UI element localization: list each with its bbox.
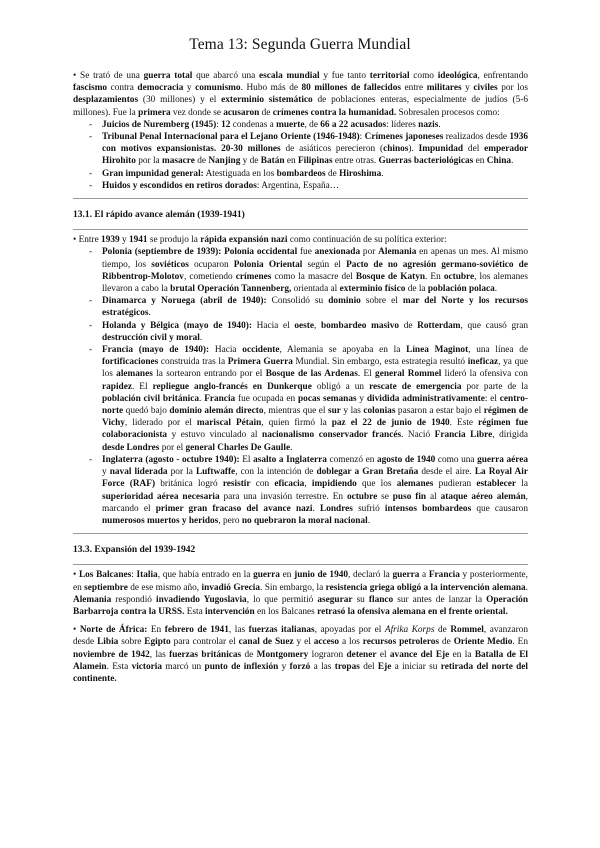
bold-text: 1936 con motivos expansionistas. 20-30 millones (102, 132, 528, 155)
list-item: - Polonia (septiembre de 1939): Polonia occidental fue anexionada por Alemania en apenas un mes. Al mismo tiempo, los soviéticos ocuparon Polonia Oriental según el Pacto de no agresión germano-soviético de Ribbentrop-Molotov, cometiendo crímenes como la masacre del Bosque de Katyn. En octubre, los alemanes llevaron a cabo la brutal Operación Tannenberg, orientada al exterminio físico de la población polaca. (91, 246, 528, 295)
bold-text: alemanes (396, 479, 434, 490)
bold-text: Juicios de Nuremberg (1945) (102, 119, 217, 130)
bold-text: Hiroshima (339, 168, 382, 179)
bold-text: Rommel (450, 625, 484, 636)
bold-text: comunismo (195, 83, 241, 94)
bold-text: doblegar a Gran Bretaña (316, 467, 419, 478)
bold-text: junio de 1940 (294, 570, 349, 581)
divider (73, 564, 528, 565)
list-item: - Huidos y escondidos en retiros dorados: Argentina, España… (91, 180, 528, 192)
bold-text: Filipinas (297, 156, 333, 167)
bold-text: crímenes contra la humanidad. (272, 107, 397, 118)
bold-text: oeste (294, 320, 314, 331)
bold-text: flanco (368, 594, 394, 605)
bold-text: Oriente Medio (453, 637, 513, 648)
bold-text: población polaca (427, 284, 495, 295)
bold-text: fuerzas británicas (169, 649, 242, 660)
list-item: - Juicios de Nuremberg (1945): 12 condenas a muerte, de 66 a 22 acusados: líderes nazis. (91, 119, 528, 131)
bold-text: emperador Hirohito (102, 144, 528, 167)
bold-text: primera (138, 107, 171, 118)
bold-text: anexionada (314, 247, 361, 258)
bold-text: Guerras bacteriológicas (378, 156, 474, 167)
section2-paragraph-balkans: • Los Balcanes: Italia, que había entrado en la guerra en junio de 1940, declaró la guerra a Francia y posteriormente, en septiembre de ese mismo año, invadió Grecia. Sin embargo, la resistencia griega obligó a la intervención alemana. Alemania respondió invadiendo Yugoslavia, lo que permitió asegurar su flanco sur antes de lanzar la Operación Barbarroja contra la URSS. Esta intervención en los Balcanes retrasó la ofensiva alemana en el frente oriental. (73, 570, 528, 617)
bold-text: destrucción civil y moral (102, 332, 200, 343)
bold-text: régimen de Vichy (102, 406, 529, 429)
bold-text: tropas (334, 661, 360, 672)
bold-text: nacionalismo conservador francés (262, 430, 402, 441)
bold-text: punto de inflexión (204, 661, 279, 672)
bold-text: primer gran fracaso del avance nazi (155, 503, 313, 514)
bold-text: Tribunal Penal Internacional para el Lejano Oriente (1946-1948) (102, 132, 360, 143)
bold-text: superioridad aérea necesaria (102, 491, 220, 502)
bold-text: Norte de África: (79, 625, 148, 636)
bold-text: Operación Barbarroja contra la URSS. (73, 594, 528, 617)
bold-text: soviéticos (151, 259, 189, 270)
bold-text: 80 millones de fallecidos (301, 83, 401, 94)
list-item: - Tribunal Penal Internacional para el Lejano Oriente (1946-1948): Crímenes japoneses realizados desde 1936 con motivos expansionistas. 20-30 millones de asiáticos perecieron (chinos). Impunidad del emperador Hirohito por la masacre de Nanjing y de Batán en Filipinas entre otras. Guerras bacteriológicas en China. (91, 131, 528, 168)
bold-text: rápida expansión nazi (200, 235, 288, 246)
bold-text: centro-norte (102, 393, 529, 417)
bold-text: intervención (205, 606, 255, 617)
bold-text: guerra (392, 570, 420, 581)
bold-text: general Charles De Gaulle (185, 442, 291, 453)
bold-text: guerra total (143, 71, 193, 81)
section-heading: 13.3. Expansión del 1939-1942 (73, 545, 196, 556)
bold-text: impidiendo (311, 479, 357, 490)
bold-text: desde Londres (102, 442, 160, 453)
bold-text: militares (426, 83, 462, 94)
bold-text: pocas semanas (298, 393, 357, 404)
bold-text: octubre (443, 271, 475, 282)
bold-text: dominio (328, 296, 361, 307)
bold-text: fascismo (73, 83, 108, 94)
bold-text: 1941 (128, 235, 148, 246)
bold-text: 66 a 22 acusados (320, 119, 387, 130)
bold-text: Bosque de las Ardenas (265, 369, 358, 380)
divider (73, 198, 528, 199)
bold-text: crímenes (235, 271, 272, 282)
bold-text: Batalla de El Alamein (73, 649, 529, 672)
bold-text: democracia (137, 83, 184, 94)
section-heading: 13.1. El rápido avance alemán (1939-1941) (73, 210, 245, 221)
bold-text: repliegue anglo-francés en Dunkerque (152, 381, 312, 392)
bold-text: Francia (mayo de 1940): (102, 345, 210, 356)
bold-text: Gran impunidad general: (102, 168, 204, 179)
bold-text: Rotterdam (417, 320, 461, 331)
bold-text: general Rommel (375, 369, 442, 380)
bold-text: nazis (418, 119, 439, 130)
bold-text: ineficaz (467, 357, 499, 368)
bold-text: Inglaterra (agosto - octubre 1940): (102, 454, 240, 465)
bold-text: mar del Norte y los recursos estratégicos (102, 296, 528, 319)
page-title: Tema 13: Segunda Guerra Mundial (189, 36, 411, 53)
bold-text: chinos (383, 144, 409, 155)
bold-text: acceso (313, 637, 340, 648)
bold-text: fuerzas italianas (248, 625, 315, 636)
list-item: - Francia (mayo de 1940): Hacia occidente, Alemania se apoyaba en la Línea Maginot, una línea de fortificaciones construida tras la Primera Guerra Mundial. Sin embargo, esta estrategia resultó ineficaz, ya que los alemanes la sortearon entrando por el Bosque de las Ardenas. El general Rommel lideró la ofensiva con rapidez. El repliegue anglo-francés en Dunkerque obligó a un rescate de emergencia por parte de la población civil británica. Francia fue ocupada en pocas semanas y dividida administrativamente: el centro-norte quedó bajo dominio alemán directo, mientras que el sur y las colonias pasaron a estar bajo el régimen de Vichy, liderado por el mariscal Pétain, quien firmó la paz el 22 de junio de 1940. Este régimen fue colaboracionista y estuvo vinculado al nacionalismo conservador francés. Nació Francia Libre, dirigida desde Londres por el general Charles De Gaulle. (91, 344, 528, 454)
divider (73, 533, 528, 534)
bold-text: Alemania (378, 247, 417, 258)
bold-text: masacre (162, 156, 195, 167)
bold-text: retirada del norte del continente. (73, 661, 529, 684)
bold-text: Huidos y escondidos en retiros dorados (102, 180, 257, 191)
bold-text: resistir (222, 479, 251, 490)
document-body (73, 70, 528, 685)
bold-text: eficacia (274, 479, 305, 490)
bold-text: Francia (428, 570, 460, 581)
bold-text: forzó (289, 661, 311, 672)
bold-text: alemanes (116, 369, 153, 380)
bold-text: Italia (136, 570, 158, 581)
bold-text: 12 (221, 119, 231, 130)
bold-text: dividida administrativamente (366, 393, 485, 404)
bold-text: La Royal Air Force (RAF) (102, 467, 528, 490)
bold-text: dominio alemán directo (169, 406, 264, 417)
bold-text: mariscal Pétain (196, 418, 262, 429)
list-item: - Holanda y Bélgica (mayo de 1940): Hacia el oeste, bombardeo masivo de Rotterdam, que causó gran destrucción civil y moral. (91, 320, 528, 344)
list-item: - Dinamarca y Noruega (abril de 1940): Consolidó su dominio sobre el mar del Norte y los recursos estratégicos. (91, 295, 528, 319)
bold-text: desplazamientos (73, 95, 139, 106)
bold-text: Batán (260, 156, 285, 167)
section1-list (73, 246, 528, 527)
bold-text: guerra aérea (477, 454, 529, 465)
bold-text: victoria (131, 661, 163, 672)
bold-text: noviembre de 1942 (73, 649, 150, 660)
bold-text: Crímenes japoneses (364, 132, 444, 143)
bold-text: China (486, 156, 512, 167)
bold-text: Bosque de Katyn (355, 271, 426, 282)
bold-text: rapidez (102, 381, 132, 392)
divider (73, 229, 528, 230)
bold-text: septiembre (84, 582, 128, 593)
bold-text: Primera Guerra (227, 357, 293, 368)
bold-text: Luftwaffe (195, 467, 236, 478)
bold-text: población civil británica (102, 393, 200, 404)
bold-text: retrasó la ofensiva alemana en el frente oriental. (317, 606, 508, 617)
bold-text: Pacto de no agresión germano-soviético de Ribbentrop-Molotov (102, 259, 528, 282)
bold-text: recursos petroleros (362, 637, 440, 648)
bold-text: Libia (97, 637, 119, 648)
bold-text: exterminio sistemático (221, 95, 313, 106)
bold-text: avance del Eje (389, 649, 450, 660)
bold-text: resistencia griega obligó a la intervención alemana (325, 582, 526, 593)
bold-text: numerosos muertos y heridos (102, 515, 219, 526)
list-item: - Gran impunidad general: Atestiguada en los bombardeos de Hiroshima. (91, 168, 528, 180)
bold-text: régimen fue colaboracionista (102, 418, 528, 441)
bold-text: ataque aéreo alemán (440, 491, 526, 502)
bold-text: ideológica (437, 71, 478, 81)
bold-text: Montgomery (256, 649, 309, 660)
bold-text: Francia (204, 393, 236, 404)
bold-text: acusaron (223, 107, 260, 118)
bold-text: Egipto (144, 637, 171, 648)
bold-text: muerte (276, 119, 305, 130)
bold-text: Dinamarca y Noruega (abril de 1940): (102, 296, 267, 307)
bold-text: territorial (369, 71, 410, 81)
intro-list (73, 119, 528, 192)
bold-text: detener (346, 649, 377, 660)
bold-text: intensos bombardeos (384, 503, 472, 514)
bold-text: escala mundial (259, 71, 320, 81)
bold-text: bombardeo masivo (320, 320, 400, 331)
bold-text: canal de Suez (238, 637, 294, 648)
bold-text: Los Balcanes (78, 570, 132, 581)
bold-text: guerra (253, 570, 280, 581)
bold-text: Nanjing (208, 156, 241, 167)
bold-text: colonias (363, 406, 396, 417)
list-item: - Inglaterra (agosto - octubre 1940): El asalto a Inglaterra comenzó en agosto de 1940 como una guerra aérea y naval liderada por la Luftwaffe, con la intención de doblegar a Gran Bretaña desde el aire. La Royal Air Force (RAF) británica logró resistir con eficacia, impidiendo que los alemanes pudieran establecer la superioridad aérea necesaria para una invasión terrestre. En octubre se puso fin al ataque aéreo alemán, marcando el primer gran fracaso del avance nazi. Londres sufrió intensos bombardeos que causaron numerosos muertos y heridos, pero no quebraron la moral nacional. (91, 454, 528, 527)
bold-text: fortificaciones (102, 357, 159, 368)
bold-text: brutal Operación Tannenberg, (170, 284, 292, 295)
bold-text: Londres (320, 503, 353, 514)
bold-text: Polonia Oriental (233, 259, 303, 270)
bold-text: Línea Maginot (406, 345, 469, 356)
italic-text: Afrika Korps (384, 625, 435, 636)
intro-paragraph: • Se trató de una guerra total que abarcó una escala mundial y fue tanto territorial como ideológica, enfrentando fascismo contra democracia y comunismo. Hubo más de 80 millones de fallecidos entre militares y civiles por los desplazamientos (30 millones) y el exterminio sistemático de poblaciones enteras, especialmente de judíos (5-6 millones). Fue la primera vez donde se acusaron de crímenes contra la humanidad. Sobresalen procesos como: (73, 71, 529, 118)
bold-text: occidente (242, 345, 280, 356)
bold-text: Alemania (73, 594, 112, 605)
bold-text: Eje (377, 661, 392, 672)
bold-text: Impunidad (418, 144, 464, 155)
bold-text: sur (328, 406, 341, 417)
section1-paragraph: • Entre 1939 y 1941 se produjo la rápida expansión nazi como continuación de su política exterior: (73, 235, 447, 246)
bold-text: naval liderada (109, 467, 168, 478)
bold-text: invadió Grecia (201, 582, 261, 593)
bold-text: exterminio físico (339, 284, 406, 295)
bold-text: Polonia (septiembre de 1939): Polonia occidental (102, 247, 298, 258)
bold-text: febrero de 1941 (164, 625, 229, 636)
bold-text: asalto a Inglaterra (253, 454, 327, 465)
bold-text: octubre (346, 491, 378, 502)
bold-text: no quebraron la moral nacional (241, 515, 368, 526)
bold-text: asegurar (317, 594, 353, 605)
section2-paragraph-north-africa: • Norte de África: En febrero de 1941, las fuerzas italianas, apoyadas por el Afrika Korps de Rommel, avanzaron desde Libia sobre Egipto para controlar el canal de Suez y el acceso a los recursos petroleros de Oriente Medio. En noviembre de 1942, las fuerzas británicas de Montgomery lograron detener el avance del Eje en la Batalla de El Alamein. Esta victoria marcó un punto de inflexión y forzó a las tropas del Eje a iniciar su retirada del norte del continente. (73, 625, 529, 684)
bold-text: Holanda y Bélgica (mayo de 1940): (102, 320, 252, 331)
bold-text: paz el 22 de junio de 1940 (331, 418, 450, 429)
bold-text: civiles (473, 83, 498, 94)
bold-text: 1939 (101, 235, 120, 246)
bold-text: establecer (476, 479, 517, 490)
bold-text: rescate de emergencia (369, 381, 462, 392)
bold-text: invadiendo Yugoslavia (156, 594, 247, 605)
bold-text: bombardeos (276, 168, 326, 179)
bold-text: agosto de 1940 (376, 454, 436, 465)
bold-text: Francia Libre (434, 430, 493, 441)
bold-text: puso fin (392, 491, 427, 502)
